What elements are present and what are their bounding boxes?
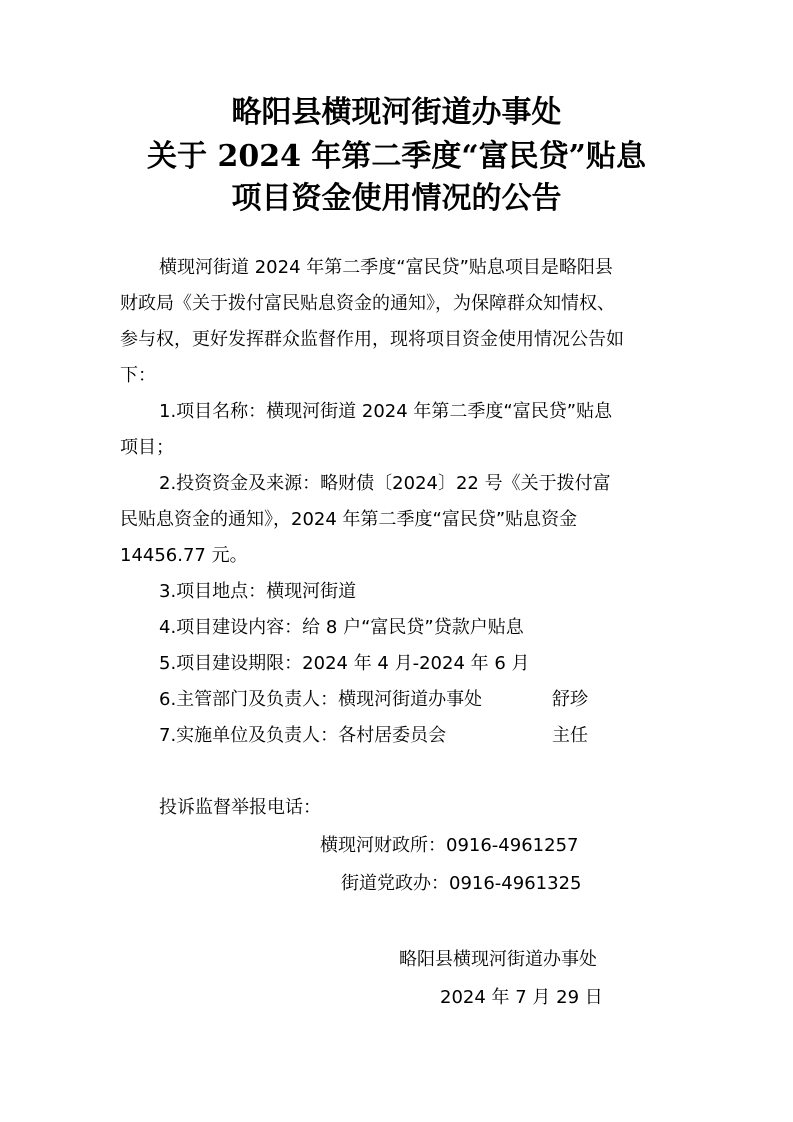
intro-line-1: 横现河街道 2024 年第二季度“富民贷”贴息项目是略阳县	[159, 257, 613, 278]
item-7-person: 主任	[552, 725, 588, 746]
item-1-line-1: 1.项目名称：横现河街道 2024 年第二季度“富民贷”贴息	[159, 401, 613, 422]
item-2-line-2: 民贴息资金的通知》，2024 年第二季度“富民贷”贴息资金	[120, 509, 578, 530]
item-4: 4.项目建设内容：给 8 户“富民贷”贷款户贴息	[159, 617, 524, 638]
complaint-phone-office: 街道党政办：0916-4961325	[341, 873, 582, 894]
item-2-line-3: 14456.77 元。	[120, 545, 248, 566]
item-6-label: 6.主管部门及负责人：横现河街道办事处	[159, 689, 483, 710]
doc-title-line-2: 关于 2024 年第二季度“富民贷”贴息	[147, 139, 646, 174]
intro-line-3: 参与权，更好发挥群众监督作用，现将项目资金使用情况公告如	[120, 329, 624, 350]
intro-line-2: 财政局《关于拨付富民贴息资金的通知》，为保障群众知情权、	[120, 293, 615, 314]
item-3: 3.项目地点：横现河街道	[159, 581, 357, 602]
complaint-heading: 投诉监督举报电话：	[159, 797, 321, 818]
signature-date: 2024 年 7 月 29 日	[440, 987, 603, 1008]
item-1-line-2: 项目；	[120, 437, 174, 458]
intro-line-4: 下：	[120, 365, 156, 386]
item-5: 5.项目建设期限：2024 年 4 月-2024 年 6 月	[159, 653, 530, 674]
doc-title-line-1: 略阳县横现河街道办事处	[231, 95, 562, 130]
item-7-label: 7.实施单位及负责人：各村居委员会	[159, 725, 447, 746]
item-6-person: 舒珍	[552, 689, 588, 710]
doc-title-line-3: 项目资金使用情况的公告	[231, 181, 562, 216]
signature-org: 略阳县横现河街道办事处	[399, 949, 597, 970]
item-2-line-1: 2.投资资金及来源：略财债〔2024〕22 号《关于拨付富	[159, 473, 611, 494]
complaint-phone-finance: 横现河财政所：0916-4961257	[320, 835, 579, 856]
